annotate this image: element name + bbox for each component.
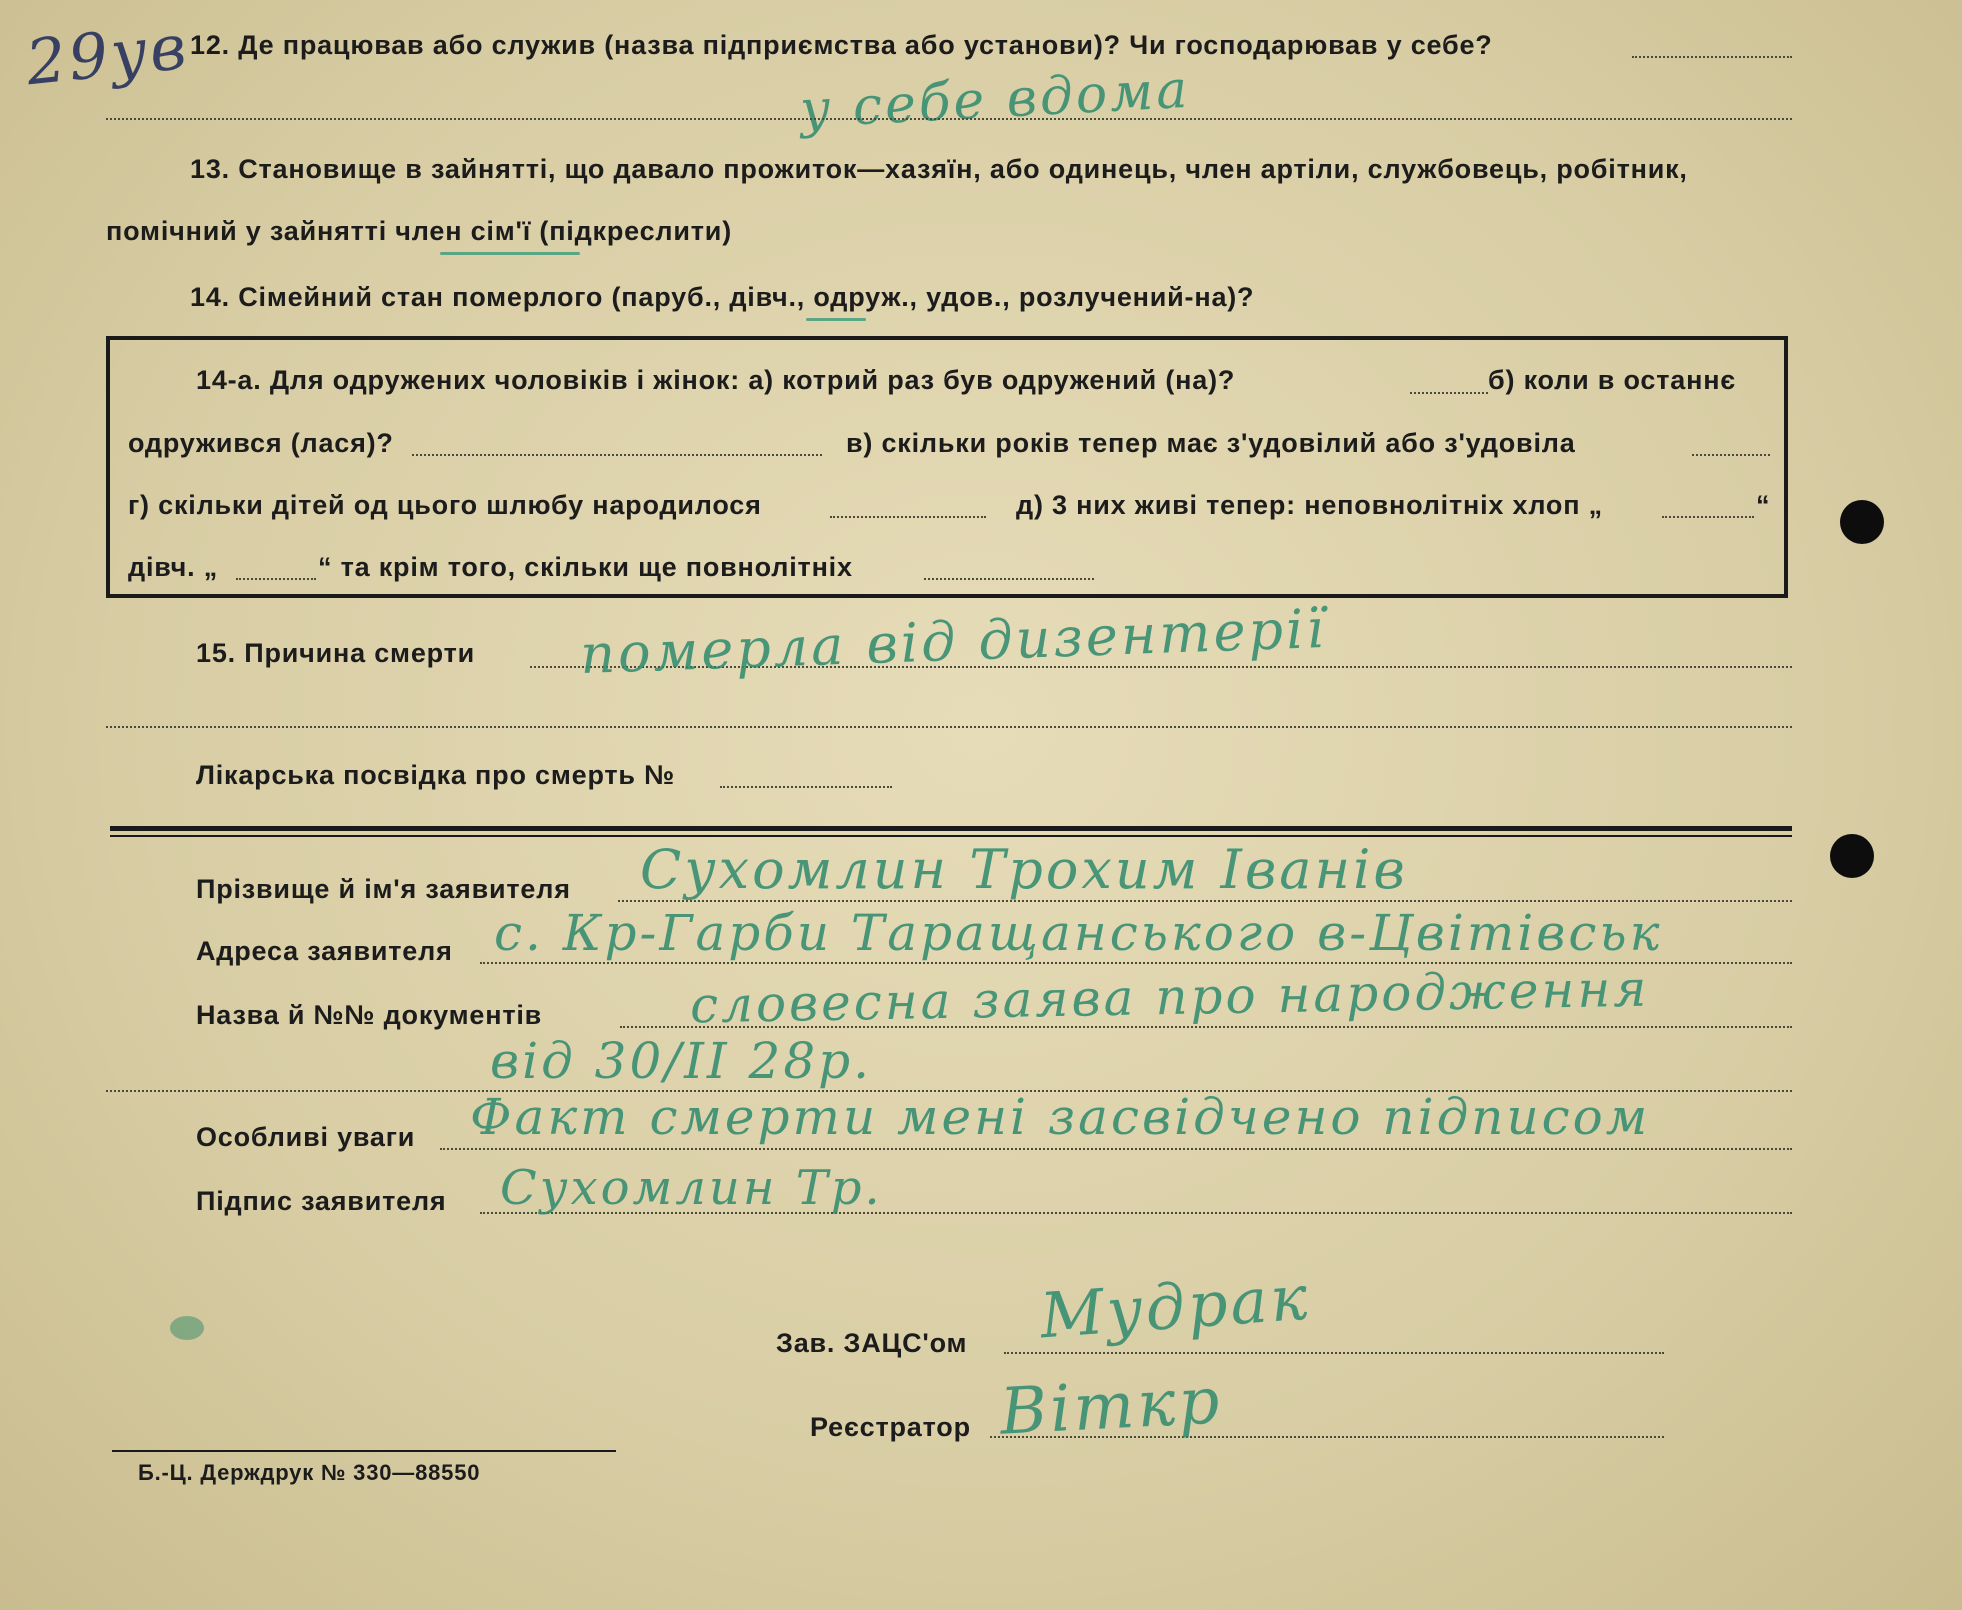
applicant-docs-value-1: словесна заява про народження: [689, 959, 1650, 1035]
q14a-line-2b: в) скільки років тепер має з'удовілий або з'удовіла: [846, 428, 1576, 458]
medical-label: Лікарська посвідка про смерть №: [196, 760, 676, 790]
q12-label: 12. Де працював або служив (назва підприємства або установи)? Чи господарював у себе?: [190, 30, 1493, 60]
applicant-address-value: с. Кр-Гарби Таращанського в-Цвітівськ: [494, 904, 1663, 962]
applicant-address-label: Адреса заявителя: [196, 936, 453, 966]
q14-label: 14. Сімейний стан померлого (паруб., дівч., одруж., удов., розлучений-на)?: [190, 282, 1255, 312]
footer-rule: [112, 1450, 616, 1452]
q14a-fill-6: [236, 578, 316, 580]
applicant-docs-label: Назва й №№ документів: [196, 1000, 543, 1030]
head-signature: Мудрак: [1037, 1260, 1313, 1353]
q13-underline-mark: [440, 252, 580, 255]
printer-imprint: Б.-Ц. Держдрук № 330—88550: [138, 1460, 481, 1485]
applicant-docs-value-2: від 30/ІІ 28р.: [490, 1032, 873, 1090]
q14a-line-2a: одружився (лася)?: [128, 428, 394, 458]
q12-answer: у себе вдома: [798, 59, 1192, 141]
q14a-fill-4: [830, 516, 986, 518]
registrar-label: Реєстратор: [810, 1412, 971, 1442]
q14a-line-1a: 14-а. Для одружених чоловіків і жінок: а) котрий раз був одружений (на)?: [196, 365, 1236, 395]
applicant-notes-fill: [440, 1148, 1792, 1150]
q14-underline-mark: [806, 318, 866, 321]
applicant-notes-label: Особливі уваги: [196, 1122, 416, 1152]
applicant-notes-value: Факт смерти мені засвідчено підписом: [470, 1088, 1651, 1146]
q14a-line-4a: дівч. „: [128, 552, 218, 582]
q14a-line-4b: “ та крім того, скільки ще повнолітніх: [318, 552, 853, 582]
q14a-line-3a: г) скільки дітей од цього шлюбу народилося: [128, 490, 762, 520]
applicant-name-label: Прізвище й ім'я заявителя: [196, 874, 571, 904]
punch-hole-lower: [1830, 834, 1874, 878]
corner-note: 29ув: [22, 9, 193, 100]
applicant-signature-value: Сухомлин Тр.: [500, 1160, 883, 1216]
punch-hole-upper: [1840, 500, 1884, 544]
section-divider-thick: [110, 826, 1792, 831]
q14a-fill-3: [1692, 454, 1770, 456]
section-divider-thin: [110, 835, 1792, 837]
q12-fill-line-2: [106, 118, 1792, 120]
q14a-line-3b: д) 3 них живі тепер: неповнолітніх хлоп „: [1016, 490, 1603, 520]
q15-answer: померла від дизентерії: [579, 596, 1328, 687]
q14a-fill-7: [924, 578, 1094, 580]
q14a-fill-2: [412, 454, 822, 456]
q14a-line-3c: “: [1756, 490, 1771, 520]
head-label: Зав. ЗАЦС'ом: [776, 1328, 968, 1358]
ink-stain: [170, 1316, 204, 1340]
q13-line-2: помічний у зайнятті член сім'ї (підкреслити): [106, 216, 732, 246]
q14a-line-1b: б) коли в останнє: [1488, 365, 1737, 395]
q15-label: 15. Причина смерти: [196, 638, 475, 668]
q15-fill-2: [106, 726, 1792, 728]
head-signature-fill: [1004, 1352, 1664, 1354]
q12-fill-line-1: [1632, 56, 1792, 58]
q14a-fill-1: [1410, 392, 1488, 394]
medical-fill: [720, 786, 892, 788]
applicant-signature-label: Підпис заявителя: [196, 1186, 447, 1216]
registrar-signature: Віткр: [998, 1364, 1225, 1450]
q13-line-1: 13. Становище в зайнятті, що давало прожиток—хазяїн, або одинець, член артіли, службовець, робітник,: [190, 154, 1688, 184]
applicant-name-value: Сухомлин Трохим Іванів: [640, 838, 1408, 901]
q14a-fill-5: [1662, 516, 1754, 518]
